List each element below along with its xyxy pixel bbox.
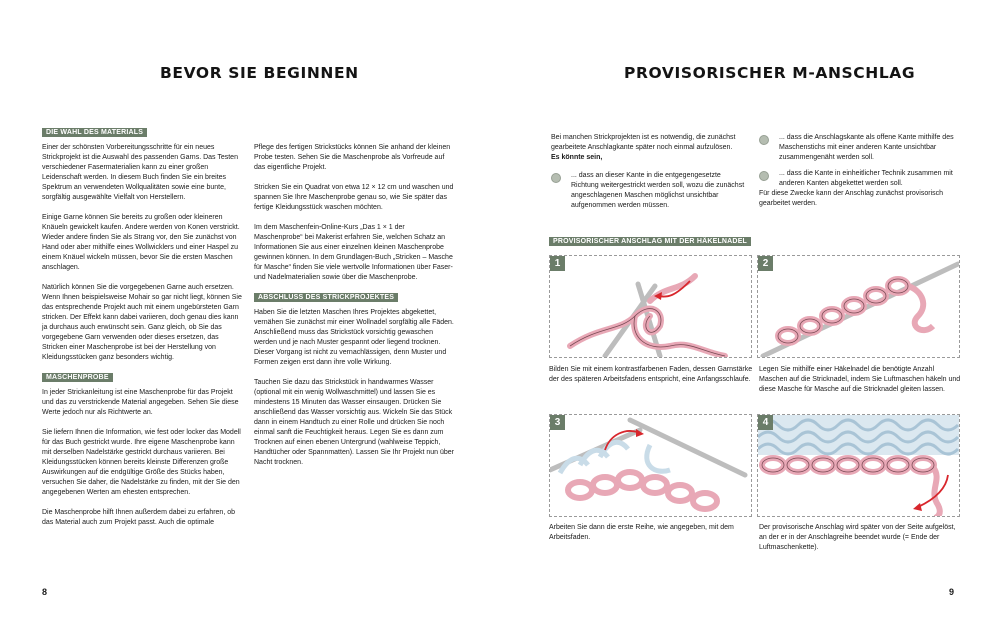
intro-column [551,133,749,217]
step-caption-3: Arbeiten Sie dann die erste Reihe, wie angegeben, mit dem Arbeitsfaden. [549,524,734,541]
illustration-step-3 [549,414,752,517]
paragraph: Sie liefern Ihnen die Information, wie fest oder locker das Modell für das Buch gestrickt wurde. Ihre eigene Maschenprobe kann mit derselben Nadelstärke gestrickt durchaus variieren. Bei Kleidungsstücken können bereits kleinste Differenzen große Auswirkungen auf die endgültige Größe des Stücks haben, versuchen Sie daher, die Nadelstärke zu finden, mit der Sie den angegebenen Werten am ehesten entsprechen. [42,429,241,496]
step-caption-4: Der provisorische Anschlag wird später von der Seite aufgelöst, an der er in der Anschlagreihe beendet wurde (= Ende der Luftmaschenkette). [759,524,956,551]
page-title-right: PROVISORISCHER M-ANSCHLAG [624,64,916,82]
bullet-item [759,169,957,189]
bullet-item [759,133,957,163]
knitting-illustration-3 [550,415,752,517]
bullet-text: ... dass die Anschlagskante als offene Kante mithilfe des Maschenstichs mit einer anderen Kante unsichtbar zusammengenäht werden soll. [779,134,954,161]
illustration-step-4 [757,414,960,517]
bullet-dot-icon [759,171,769,181]
paragraph: Natürlich können Sie die vorgegebenen Garne auch ersetzen. Wenn Ihnen beispielsweise Mohair so gar nicht liegt, können Sie das entsprechende Projekt auch mit einem ungebürsteten Garn stricken. Der Effekt kann dabei variieren, doch genau dies kann ja durchaus auch erwünscht sein. Ganz gleich, ob Sie das vorgegebene Garn verwenden oder dieses ersetzen, das Stricken einer Maschenprobe ist bei der Herstellung von Kleidungsstücken ganz besonders wichtig. [42,284,242,361]
bullet-dot-icon [551,173,561,183]
page-title-left: BEVOR SIE BEGINNEN [160,64,359,82]
paragraph: Im dem Maschenfein-Online-Kurs „Das 1 × 1 der Maschenprobe“ bei Makerist erfahren Sie, welchen Schatz an Informationen Sie aus einer einzelnen kleinen Maschenprobe gewinnen können. In dem Grundlagen-Buch „Stricken – Masche für Masche“ finden Sie viele wertvolle Informationen über Faser- und Nadelmaterialien sowie über die Maschenprobe. [254,224,453,281]
bullet-text: ... dass die Kante in einheitlicher Technik zusammen mit anderen Kanten abgekettet werden soll. [779,170,953,187]
left-column-1 [42,128,242,538]
bullet-item [551,171,749,211]
knitting-illustration-1 [550,256,752,358]
knitting-illustration-4 [758,415,960,517]
outro-text: Für diese Zwecke kann der Anschlag zunächst provisorisch gearbeitet werden. [759,190,944,207]
step-number-1: 1 [550,256,565,271]
paragraph: Stricken Sie ein Quadrat von etwa 12 × 12 cm und waschen und spannen Sie Ihre Maschenprobe genau so, wie Sie später das fertige Kleidungsstück waschen möchten. [254,184,454,211]
bullet-text: ... dass an dieser Kante in die entgegengesetzte Richtung weitergestrickt werden soll, wozu die zunächst angeschlagenen Maschen möglichst unsichtbar aufgenommen werden müssen. [571,172,745,209]
step-caption-1: Bilden Sie mit einem kontrastfarbenen Faden, dessen Garnstärke der des späteren Arbeitsfadens entspricht, eine Anfangsschlaufe. [549,366,753,383]
step-number-3: 3 [550,415,565,430]
step-caption-2: Legen Sie mithilfe einer Häkelnadel die benötigte Anzahl Maschen auf die Stricknadel, indem Sie Luftmaschen häkeln und diese Masche für Masche auf die Stricknadel gleiten lassen. [759,366,961,393]
paragraph: In jeder Strickanleitung ist eine Maschenprobe für das Projekt und das zu verstrickende Material angegeben. Sehen Sie diese Werte jedoch nur als Richtwerte an. [42,389,239,416]
section-header-maschenprobe: MASCHENPROBE [42,373,113,382]
step-number-2: 2 [758,256,773,271]
left-column-2 [254,143,454,478]
illustration-step-2 [757,255,960,358]
illustration-step-1 [549,255,752,358]
section-header-materials: DIE WAHL DES MATERIALS [42,128,147,137]
paragraph: Haben Sie die letzten Maschen Ihres Projektes abgekettet, vernähen Sie zunächst mir einer Wollnadel sorgfältig alle Fäden. Anschließend muss das Strickstück vorsichtig gewaschen werden und je nach Muster gespannt oder liegend trocknen. Dieser Vorgang ist nicht zu vernachlässigen, denn Muster und Formen zeigen erst dann ihre volle Wirkung. [254,309,454,366]
step-number-4: 4 [758,415,773,430]
bullet-dot-icon [759,135,769,145]
section-header-abschluss: ABSCHLUSS DES STRICKPROJEKTES [254,293,398,302]
section-header-haekelnadel: PROVISORISCHER ANSCHLAG MIT DER HÄKELNADEL [549,237,751,246]
intro-bold: Es könnte sein, [551,154,603,161]
page-number-left: 8 [42,587,48,597]
paragraph: Die Maschenprobe hilft Ihnen außerdem dabei zu erfahren, ob das Material auch zum Projekt passt. Auch die optimale [42,509,236,526]
page-number-right: 9 [949,587,955,597]
paragraph: Pflege des fertigen Strickstücks können Sie anhand der kleinen Probe testen. Sehen Sie die Maschenprobe als Vorfreude auf das eigentliche Projekt. [254,144,451,171]
bullets-column [759,133,957,209]
paragraph: Einer der schönsten Vorbereitungsschritte für ein neues Strickprojekt ist die Auswahl des passenden Garns. Das Testen verschiedener Fasermaterialien kann zu einer großen Leidenschaft werden. In diesem Buch finden Sie ein breites Spektrum an verwendeten Wollqualitäten sowie eine bunte, sorgfältig ausgewählte Vielfalt von Herstellern. [42,144,238,201]
knitting-illustration-2 [758,256,960,358]
paragraph: Tauchen Sie dazu das Strickstück in handwarmes Wasser (optional mit ein wenig Wollwaschmittel) und lassen Sie es mindestens 15 Minuten das Wasser einsaugen. Drücken Sie anschließend das Wasser vorsichtig aus. Wickeln Sie das Stück dann in einem Handtuch zu einer Rolle und drücken Sie noch einmal sanft die Feuchtigkeit heraus. Legen Sie es dann zum Trocknen auf einen ebenen Untergrund (wahlweise Teppich, Handtücher oder Spannmatten). Lassen Sie Ihr Projekt nun über Nacht trocknen. [254,379,455,466]
intro-text: Bei manchen Strickprojekten ist es notwendig, die zunächst gearbeitete Anschlagkante später noch einmal aufzulösen. [551,134,736,151]
paragraph: Einige Garne können Sie bereits zu großen oder kleineren Knäueln gewickelt kaufen. Andere werden von Konen verstrickt. Wieder andere finden Sie als Strang vor, den Sie zunächst von Hand oder aber mithilfe eines Wollwicklers und einer Haspel zu einem Knäuel wickeln müssen, bevor Sie die ersten Maschen anschlagen. [42,214,240,271]
